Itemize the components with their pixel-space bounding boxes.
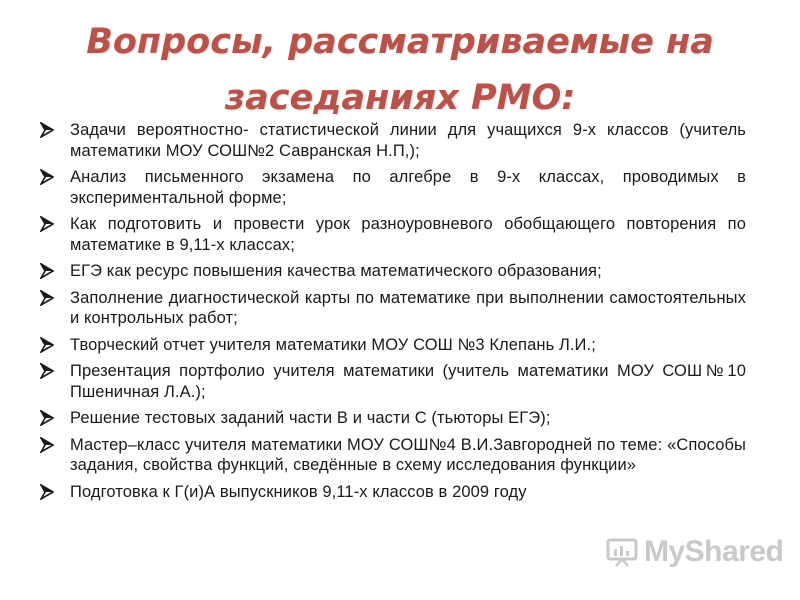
- presentation-board-icon: [606, 537, 638, 567]
- watermark-text: MyShared: [644, 535, 784, 568]
- arrow-bullet-icon: [40, 169, 54, 185]
- list-item: [40, 435, 746, 476]
- list-item: [40, 482, 746, 503]
- arrow-bullet-icon: [40, 363, 54, 379]
- list-item-text: Подготовка к Г(и)А выпускников 9,11-х классов в 2009 году: [70, 482, 527, 501]
- arrow-bullet-icon: [40, 337, 54, 353]
- list-item: [40, 408, 746, 429]
- list-item: [40, 120, 746, 161]
- arrow-bullet-icon: [40, 410, 54, 426]
- list-item-text: Презентация портфолио учителя математики (учитель математики МОУ СОШ№10 Пшеничная Л.А.);: [70, 362, 746, 401]
- list-item-text: Решение тестовых заданий части В и части С (тьюторы ЕГЭ);: [70, 409, 551, 427]
- arrow-bullet-icon: [40, 263, 54, 279]
- list-item-text: ЕГЭ как ресурс повышения качества математического образования;: [70, 262, 602, 280]
- watermark: [606, 533, 784, 573]
- list-item: [40, 335, 746, 356]
- arrow-bullet-icon: [40, 437, 54, 453]
- arrow-bullet-icon: [40, 290, 54, 306]
- arrow-bullet-icon: [40, 484, 54, 500]
- list-item-text: Как подготовить и провести урок разноуровневого обобщающего повторения по математике в 9,11-х классах;: [70, 215, 746, 254]
- list-item-text: Анализ письменного экзамена по алгебре в 9-х классах, проводимых в экспериментальной форме;: [70, 168, 746, 207]
- list-item: [40, 167, 746, 208]
- title-line-2: заседаниях РМО:: [224, 78, 576, 118]
- title-line-1: Вопросы, рассматриваемые на: [86, 22, 714, 62]
- list-item-text: Заполнение диагностической карты по математике при выполнении самостоятельных и контрольных работ;: [70, 288, 746, 327]
- list-item: [40, 214, 746, 255]
- arrow-bullet-icon: [40, 122, 54, 138]
- page-title: [0, 14, 800, 126]
- list-item-text: Творческий отчет учителя математики МОУ СОШ №3 Клепань Л.И.;: [70, 335, 596, 354]
- list-item: [40, 361, 746, 402]
- agenda-list: [40, 120, 746, 508]
- list-item-text: Мастер–класс учителя математики МОУ СОШ№4 В.И.Завгородней по теме: «Способы задания, свойства функций, сведённые в схему исследования функции»: [70, 435, 746, 474]
- list-item-text: Задачи вероятностно- статистической линии для учащихся 9-х классов (учитель математики МОУ СОШ№2 Савранская Н.П,);: [70, 121, 746, 160]
- arrow-bullet-icon: [40, 216, 54, 232]
- list-item: [40, 288, 746, 329]
- list-item: [40, 261, 746, 282]
